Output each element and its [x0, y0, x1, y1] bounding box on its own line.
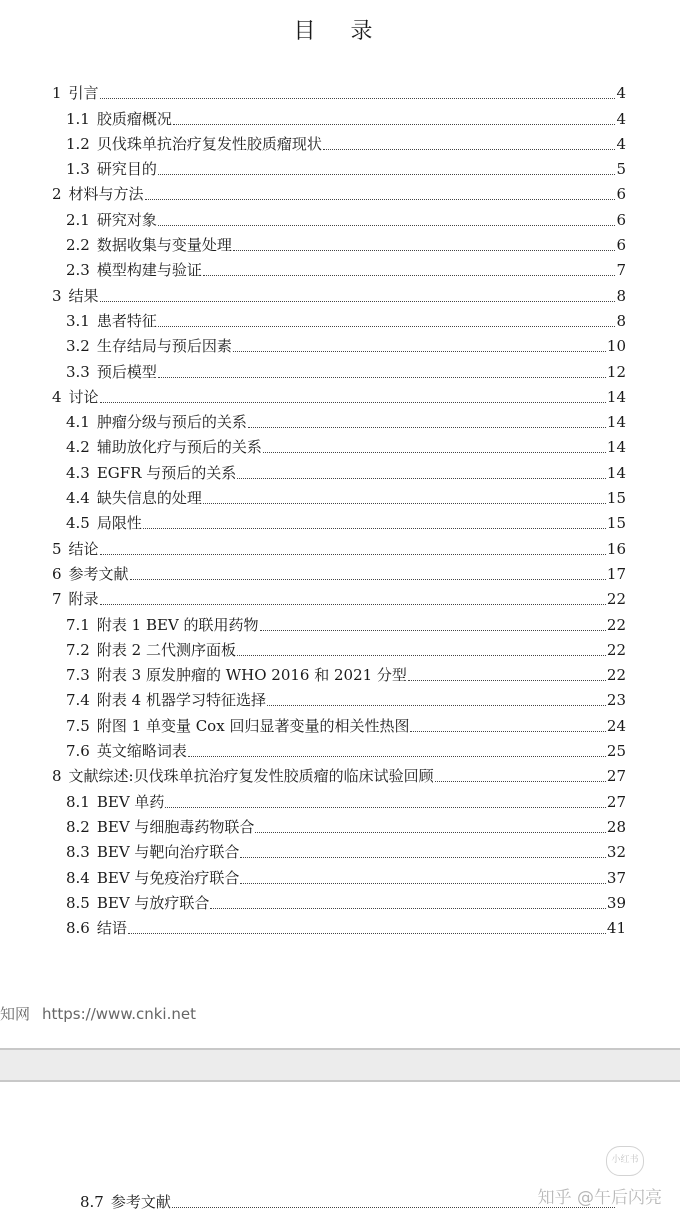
- toc-leader-dots: [173, 123, 615, 125]
- toc-entry[interactable]: [52, 178, 626, 203]
- toc-entry-number: 4.3: [66, 463, 90, 482]
- toc-title: 目 录: [293, 19, 387, 44]
- toc-entry-page: 37: [606, 868, 626, 887]
- toc-entry[interactable]: [52, 583, 626, 608]
- toc-entry-number: 4: [52, 387, 62, 406]
- toc-entry[interactable]: [52, 709, 626, 734]
- toc-entry[interactable]: [52, 532, 626, 557]
- toc-entry[interactable]: [52, 203, 626, 228]
- toc-leader-dots: [237, 477, 606, 479]
- toc-entry-number: 5: [52, 539, 62, 558]
- toc-leader-dots: [100, 401, 606, 403]
- toc-entry-title: EGFR 与预后的关系: [96, 463, 237, 482]
- toc-entry-page: 22: [606, 640, 626, 659]
- toc-leader-dots: [435, 780, 606, 782]
- toc-leader-dots: [267, 704, 606, 706]
- toc-entry-page: 8: [616, 286, 626, 305]
- toc-entry-title: 引言: [68, 84, 99, 103]
- toc-entry-number: 8.7: [80, 1193, 104, 1212]
- toc-leader-dots: [100, 300, 615, 302]
- toc-entry-title: 附图 1 单变量 Cox 回归显著变量的相关性热图: [96, 716, 410, 735]
- toc-entry[interactable]: [52, 456, 626, 481]
- toc-entry[interactable]: [52, 887, 626, 912]
- page-footer: [0, 1003, 196, 1024]
- toc-entry[interactable]: [52, 608, 626, 633]
- toc-entry-number: 1.2: [66, 134, 90, 153]
- toc-entry-title: BEV 单药: [96, 792, 165, 811]
- toc-leader-dots: [240, 856, 605, 858]
- toc-entry-number: 6: [52, 564, 62, 583]
- toc-entry[interactable]: [52, 558, 626, 583]
- toc-entry-page: 5: [616, 160, 626, 179]
- toc-entry-number: 3.1: [66, 311, 90, 330]
- toc-entry-page: 6: [616, 210, 626, 229]
- toc-entry-number: 1: [52, 84, 62, 103]
- toc-entry-title: 贝伐珠单抗治疗复发性胶质瘤现状: [96, 134, 322, 153]
- toc-entry-title: 结果: [68, 286, 99, 305]
- toc-entry-page: 6: [616, 185, 626, 204]
- toc-entry-page: 15: [606, 514, 626, 533]
- toc-entry-title: 参考文献: [68, 564, 129, 583]
- toc-entry-title: BEV 与免疫治疗联合: [96, 868, 240, 887]
- toc-entry-number: 2.3: [66, 261, 90, 280]
- toc-entry[interactable]: [52, 229, 626, 254]
- toc-entry-page: 22: [606, 590, 626, 609]
- toc-entry-title: 缺失信息的处理: [96, 489, 202, 508]
- toc-entry-number: 2: [52, 185, 62, 204]
- toc-entry-number: 8.4: [66, 868, 90, 887]
- toc-entry-title: 数据收集与变量处理: [96, 236, 232, 255]
- toc-entry-title: 结论: [68, 539, 99, 558]
- toc-entry-number: 7.1: [66, 615, 90, 634]
- toc-leader-dots: [233, 350, 606, 352]
- toc-entry-title: 讨论: [68, 387, 99, 406]
- toc-leader-dots: [260, 629, 606, 631]
- toc-entry[interactable]: [52, 861, 626, 886]
- toc-leader-dots: [145, 198, 615, 200]
- toc-leader-dots: [130, 578, 606, 580]
- toc-entry-title: 患者特征: [96, 311, 157, 330]
- toc-entry-title: 生存结局与预后因素: [96, 337, 232, 356]
- toc-entry-title: 预后模型: [96, 362, 157, 381]
- toc-entry[interactable]: [52, 735, 626, 760]
- page-separator: [0, 1048, 680, 1082]
- toc-entry-title: 材料与方法: [68, 185, 144, 204]
- toc-leader-dots: [240, 882, 605, 884]
- toc-leader-dots: [100, 603, 606, 605]
- toc-entry-title: 局限性: [96, 514, 142, 533]
- toc-entry-title: 肿瘤分级与预后的关系: [96, 413, 247, 432]
- toc-entry-page: 8: [616, 311, 626, 330]
- toc-entry-number: 8.3: [66, 843, 90, 862]
- toc-entry-page: 32: [606, 843, 626, 862]
- toc-entry-page: 10: [606, 337, 626, 356]
- toc-entry-number: 7.6: [66, 742, 90, 761]
- toc-leader-dots: [408, 679, 606, 681]
- toc-leader-dots: [210, 907, 605, 909]
- toc-entry[interactable]: [52, 760, 626, 785]
- toc-entry-number: 8.1: [66, 792, 90, 811]
- toc-leader-dots: [203, 274, 615, 276]
- toc-entry-number: 4.2: [66, 438, 90, 457]
- toc-entry-number: 7.4: [66, 691, 90, 710]
- toc-entry-page: 14: [606, 438, 626, 457]
- toc-entry-title: 研究对象: [96, 210, 157, 229]
- toc-entry-number: 3.3: [66, 362, 90, 381]
- toc-entry-page: 4: [616, 134, 626, 153]
- toc-entry-page: 12: [606, 362, 626, 381]
- toc-entry-number: 4.5: [66, 514, 90, 533]
- toc-entry-page: 14: [606, 463, 626, 482]
- toc-entry[interactable]: [52, 482, 626, 507]
- toc-entry-number: 2.2: [66, 236, 90, 255]
- toc-entry-number: 2.1: [66, 210, 90, 229]
- toc-entry[interactable]: [52, 659, 626, 684]
- toc-entry-title: BEV 与细胞毒药物联合: [96, 817, 255, 836]
- watermark-text: 知乎 @午后闪亮: [537, 1188, 662, 1208]
- toc-entry[interactable]: [52, 811, 626, 836]
- toc-entry-title: 研究目的: [96, 160, 157, 179]
- toc-entry-page: 24: [606, 716, 626, 735]
- toc-entry[interactable]: [52, 785, 626, 810]
- toc-entry-page: 16: [606, 539, 626, 558]
- toc-leader-dots: [100, 97, 615, 99]
- toc-entry-page: 7: [616, 261, 626, 280]
- toc-entry[interactable]: [52, 305, 626, 330]
- toc-entry-title: 参考文献: [110, 1193, 171, 1212]
- toc-entry-number: 8: [52, 767, 62, 786]
- toc-leader-dots: [188, 755, 606, 757]
- toc-entry[interactable]: [52, 634, 626, 659]
- toc-entry-title: 胶质瘤概况: [96, 109, 172, 128]
- toc-leader-dots: [158, 376, 606, 378]
- toc-entry-page: 39: [606, 893, 626, 912]
- toc-entry-page: 4: [616, 84, 626, 103]
- toc-entry-title: 结语: [96, 919, 127, 938]
- toc-leader-dots: [128, 932, 606, 934]
- toc-entry[interactable]: [52, 381, 626, 406]
- toc-entry-page: 17: [606, 564, 626, 583]
- toc-entry[interactable]: [52, 77, 626, 102]
- toc-entry-title: BEV 与靶向治疗联合: [96, 843, 240, 862]
- toc-entry-title: 附表 3 原发肿瘤的 WHO 2016 和 2021 分型: [96, 666, 407, 685]
- toc-leader-dots: [158, 173, 615, 175]
- toc-entry-number: 8.6: [66, 919, 90, 938]
- toc-entry[interactable]: [52, 153, 626, 178]
- toc-leader-dots: [263, 451, 606, 453]
- toc-leader-dots: [410, 730, 605, 732]
- toc-leader-dots: [237, 654, 606, 656]
- toc-leader-dots: [323, 148, 615, 150]
- toc-entry-page: 25: [606, 742, 626, 761]
- toc-entry-title: 文献综述:贝伐珠单抗治疗复发性胶质瘤的临床试验回顾: [68, 767, 434, 786]
- toc-entry[interactable]: [52, 254, 626, 279]
- toc-entry-number: 7.2: [66, 640, 90, 659]
- toc-leader-dots: [255, 831, 605, 833]
- toc-entry-title: 英文缩略词表: [96, 742, 187, 761]
- toc-entry[interactable]: [52, 355, 626, 380]
- footer-url-link[interactable]: https://www.cnki.net: [42, 1005, 196, 1023]
- toc-entry-page: 14: [606, 387, 626, 406]
- toc-entry-page: 27: [606, 767, 626, 786]
- toc-entry[interactable]: [52, 912, 626, 937]
- toc-entry-number: 1.1: [66, 109, 90, 128]
- toc-leader-dots: [143, 527, 606, 529]
- toc-entry-number: 1.3: [66, 160, 90, 179]
- toc-entry-number: 7.3: [66, 666, 90, 685]
- toc-entry-page: 22: [606, 666, 626, 685]
- toc-leader-dots: [248, 426, 606, 428]
- toc-leader-dots: [158, 224, 615, 226]
- toc-entry[interactable]: [52, 102, 626, 127]
- toc-entry[interactable]: [52, 330, 626, 355]
- toc-entry-page: 15: [606, 489, 626, 508]
- toc-entry-title: BEV 与放疗联合: [96, 893, 210, 912]
- toc-entry-title: 附表 4 机器学习特征选择: [96, 691, 266, 710]
- toc-list: [52, 77, 626, 937]
- toc-entry-number: 7.5: [66, 716, 90, 735]
- toc-entry-title: 附表 1 BEV 的联用药物: [96, 615, 259, 634]
- toc-entry-page: 41: [606, 919, 626, 938]
- toc-entry-number: 3.2: [66, 337, 90, 356]
- footer-source: 知网: [0, 1005, 31, 1023]
- toc-entry-page: 27: [606, 792, 626, 811]
- toc-entry-number: 4.1: [66, 413, 90, 432]
- toc-entry-page: 6: [616, 236, 626, 255]
- toc-entry[interactable]: [52, 406, 626, 431]
- toc-entry-page: 28: [606, 817, 626, 836]
- toc-entry[interactable]: [52, 128, 626, 153]
- toc-entry[interactable]: [52, 684, 626, 709]
- toc-entry-page: 23: [606, 691, 626, 710]
- toc-leader-dots: [100, 553, 606, 555]
- toc-entry-page: 14: [606, 413, 626, 432]
- toc-entry-number: 7: [52, 590, 62, 609]
- toc-entry-title: 模型构建与验证: [96, 261, 202, 280]
- toc-entry-title: 辅助放化疗与预后的关系: [96, 438, 262, 457]
- toc-entry[interactable]: [52, 507, 626, 532]
- toc-leader-dots: [165, 806, 605, 808]
- toc-leader-dots: [158, 325, 615, 327]
- toc-entry-title: 附表 2 二代测序面板: [96, 640, 236, 659]
- toc-entry-page: 22: [606, 615, 626, 634]
- toc-entry-number: 3: [52, 286, 62, 305]
- toc-entry[interactable]: [52, 431, 626, 456]
- toc-entry-number: 8.5: [66, 893, 90, 912]
- toc-leader-dots: [233, 249, 615, 251]
- toc-entry[interactable]: [52, 279, 626, 304]
- toc-leader-dots: [203, 502, 606, 504]
- toc-entry-title: 附录: [68, 590, 99, 609]
- toc-entry-number: 8.2: [66, 817, 90, 836]
- toc-entry[interactable]: [52, 836, 626, 861]
- toc-entry-page: 4: [616, 109, 626, 128]
- watermark-logo-icon: 小红书: [606, 1146, 644, 1176]
- toc-entry-number: 4.4: [66, 489, 90, 508]
